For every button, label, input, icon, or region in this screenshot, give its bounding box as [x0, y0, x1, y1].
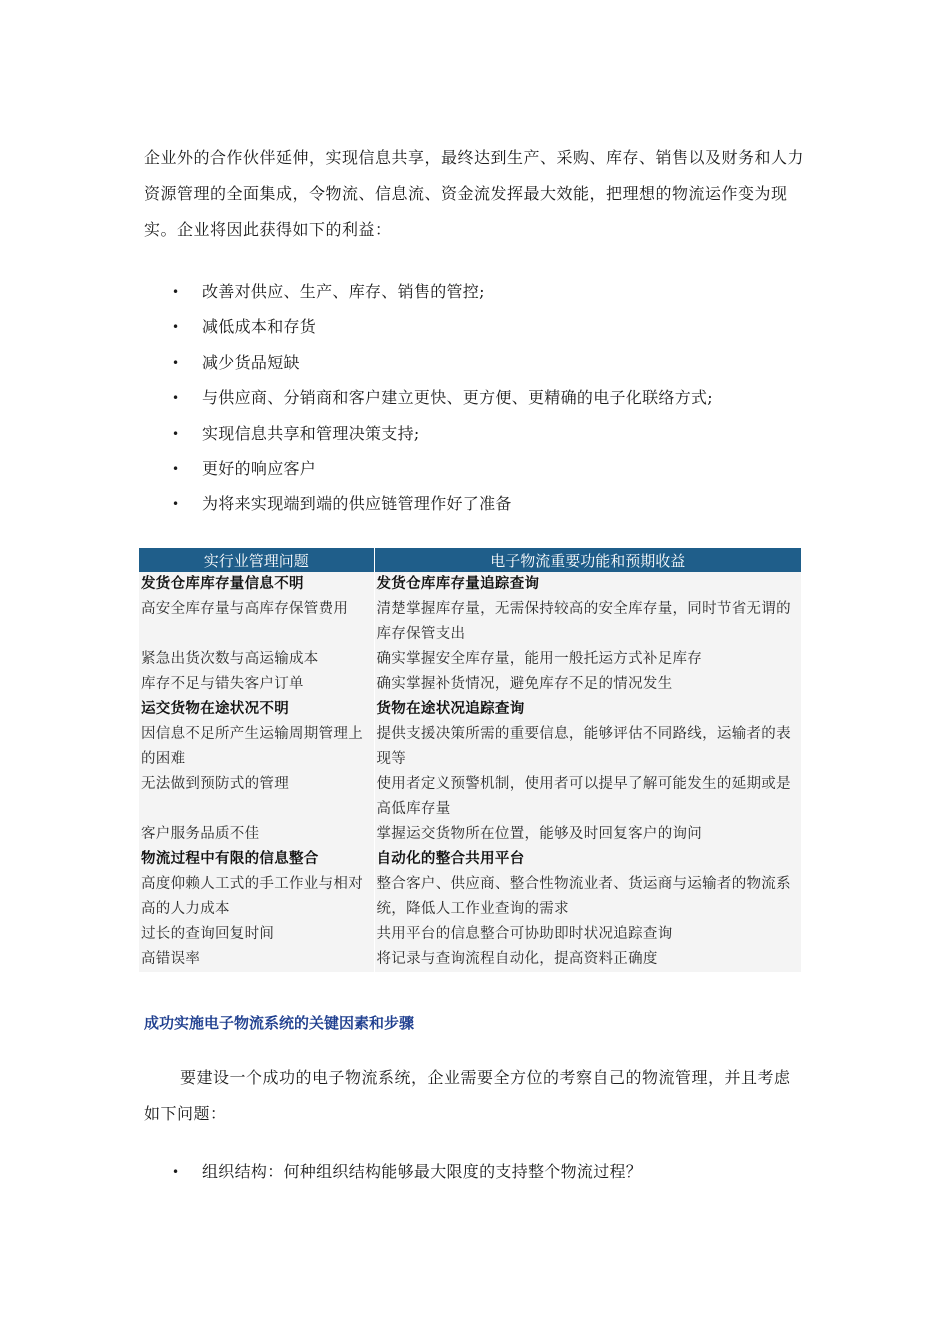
table-row	[139, 947, 801, 972]
table-cell: 清楚掌握库存量，无需保持较高的安全库存量，同时节省无谓的库存保管支出	[374, 597, 801, 647]
list-item-text: 与供应商、分销商和客户建立更快、更方便、更精确的电子化联络方式;	[202, 388, 713, 407]
list-item	[172, 486, 812, 522]
table-cell: 过长的查询回复时间	[139, 922, 374, 947]
table-row	[139, 672, 801, 697]
bullet-icon: •	[172, 391, 180, 405]
list-item	[172, 309, 812, 345]
intro-paragraph: 企业外的合作伙伴延伸，实现信息共享，最终达到生产、采购、库存、销售以及财务和人力资源管理的全面集成，令物流、信息流、资金流发挥最大效能，把理想的物流运作变为现实。企业将因此获得如下的利益：	[144, 148, 805, 239]
list-item-text: 为将来实现端到端的供应链管理作好了准备	[202, 494, 512, 513]
bullet-icon: •	[172, 356, 180, 370]
table-cell: 紧急出货次数与高运输成本	[139, 647, 374, 672]
table-row	[139, 722, 801, 772]
bullet-icon: •	[172, 320, 180, 334]
table-section-row	[139, 697, 801, 722]
list-item	[172, 1154, 812, 1190]
table-row	[139, 922, 801, 947]
list-item	[172, 274, 812, 310]
table-row	[139, 822, 801, 847]
table-cell: 发货仓库库存量追踪查询	[374, 572, 801, 597]
table-section-row	[139, 572, 801, 597]
table-cell: 确实掌握补货情况，避免库存不足的情况发生	[374, 672, 801, 697]
list-item	[172, 380, 812, 416]
table-row	[139, 647, 801, 672]
list-item	[172, 345, 812, 381]
table-cell: 货物在途状况追踪查询	[374, 697, 801, 722]
bullet-icon: •	[172, 1165, 180, 1179]
list-item-text: 更好的响应客户	[202, 459, 317, 478]
list-item-text: 改善对供应、生产、库存、销售的管控;	[202, 282, 485, 301]
table-cell: 确实掌握安全库存量，能用一般托运方式补足库存	[374, 647, 801, 672]
table-cell: 高安全库存量与高库存保管费用	[139, 597, 374, 647]
table-cell: 共用平台的信息整合可协助即时状况追踪查询	[374, 922, 801, 947]
table-section-row	[139, 847, 801, 872]
list-item	[172, 416, 812, 452]
table-cell: 物流过程中有限的信息整合	[139, 847, 374, 872]
section-paragraph: 要建设一个成功的电子物流系统，企业需要全方位的考察自己的物流管理，并且考虑如下问题：	[144, 1068, 791, 1123]
table-cell: 高度仰赖人工式的手工作业与相对高的人力成本	[139, 872, 374, 922]
table-cell: 发货仓库库存量信息不明	[139, 572, 374, 597]
bullet-icon: •	[172, 497, 180, 511]
table-cell: 客户服务品质不佳	[139, 822, 374, 847]
bullet-icon: •	[172, 285, 180, 299]
bullet-icon: •	[172, 462, 180, 476]
list-item-text: 减少货品短缺	[202, 353, 300, 372]
table-cell: 库存不足与错失客户订单	[139, 672, 374, 697]
list-item-text: 减低成本和存货	[202, 317, 317, 336]
table-cell: 使用者定义预警机制，使用者可以提早了解可能发生的延期或是高低库存量	[374, 772, 801, 822]
list-item-text: 组织结构：何种组织结构能够最大限度的支持整个物流过程？	[202, 1162, 643, 1181]
table-cell: 整合客户、供应商、整合性物流业者、货运商与运输者的物流系统，降低人工作业查询的需求	[374, 872, 801, 922]
table-cell: 运交货物在途状况不明	[139, 697, 374, 722]
section-heading: 成功实施电子物流系统的关键因素和步骤	[144, 1014, 415, 1032]
table-cell: 因信息不足所产生运输周期管理上的困难	[139, 722, 374, 772]
table-row	[139, 872, 801, 922]
list-item-text: 实现信息共享和管理决策支持;	[202, 424, 420, 443]
table-cell: 将记录与查询流程自动化，提高资料正确度	[374, 947, 801, 972]
table-cell: 高错误率	[139, 947, 374, 972]
comparison-table	[139, 548, 801, 972]
table-cell: 无法做到预防式的管理	[139, 772, 374, 822]
table-header-row	[139, 548, 801, 572]
table-cell: 自动化的整合共用平台	[374, 847, 801, 872]
table-header-problems: 实行业管理问题	[139, 548, 374, 572]
table-cell: 提供支援决策所需的重要信息，能够评估不同路线，运输者的表现等	[374, 722, 801, 772]
table-row	[139, 772, 801, 822]
table-cell: 掌握运交货物所在位置，能够及时回复客户的询问	[374, 822, 801, 847]
bullet-icon: •	[172, 427, 180, 441]
table-header-benefits: 电子物流重要功能和预期收益	[374, 548, 801, 572]
table-row	[139, 597, 801, 647]
list-item	[172, 451, 812, 487]
